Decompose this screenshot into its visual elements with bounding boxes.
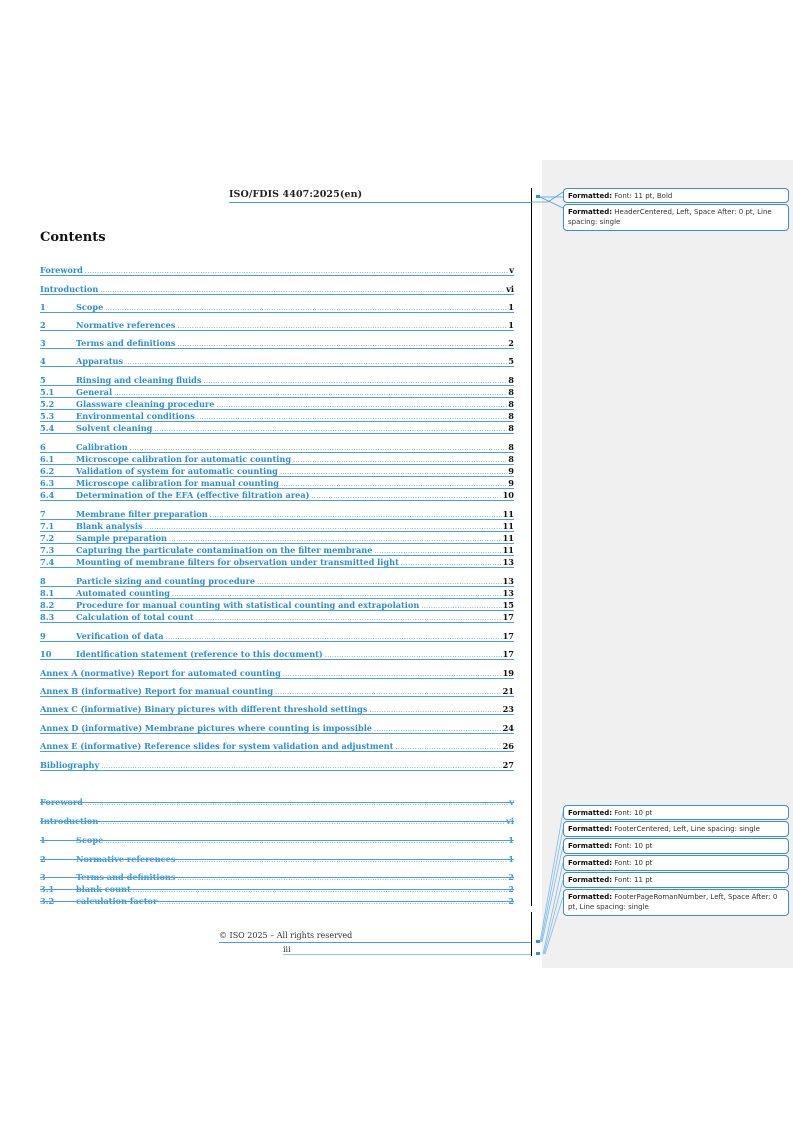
toc-entry-number: 3 [40, 872, 46, 882]
toc-entry-title[interactable]: Calculation of total count [76, 612, 194, 622]
toc-dot-leader [177, 857, 507, 864]
toc-entry-title[interactable]: Blank analysis [76, 521, 143, 531]
toc-entry-title[interactable]: Microscope calibration for manual counting [76, 478, 279, 488]
toc-entry[interactable] [40, 703, 514, 714]
toc-dot-leader [105, 305, 507, 312]
deleted-toc-entry[interactable] [40, 834, 514, 845]
toc-dot-leader [85, 800, 508, 807]
toc-entry-title[interactable]: Rinsing and cleaning fluids [76, 375, 202, 385]
toc-entry[interactable] [40, 508, 514, 519]
toc-entry[interactable] [40, 520, 514, 531]
toc-dot-leader [281, 481, 507, 488]
toc-entry-title[interactable]: Mounting of membrane filters for observation under transmitted light [76, 557, 399, 567]
toc-entry-page: 19 [502, 668, 514, 678]
toc-entry-title[interactable]: Foreword [40, 265, 83, 275]
toc-entry-page: 1 [508, 320, 514, 330]
formatting-balloon[interactable]: Formatted: Font: 11 pt [563, 872, 789, 888]
toc-entry-page: v [509, 265, 514, 275]
toc-entry-page: 15 [502, 600, 514, 610]
toc-dot-leader [257, 579, 501, 586]
toc-dot-leader [325, 652, 502, 659]
footer-copyright: © ISO 2025 – All rights reserved [219, 931, 353, 940]
toc-entry-page: 8 [508, 387, 514, 397]
toc-entry[interactable] [40, 374, 514, 385]
toc-entry-page: 11 [502, 533, 514, 543]
header-doc-id: ISO/FDIS 4407:2025(en) [229, 189, 363, 200]
toc-entry-number: 8 [40, 576, 46, 586]
toc-entry[interactable] [40, 599, 514, 610]
toc-entry[interactable] [40, 544, 514, 555]
toc-entry-page: 5 [508, 356, 514, 366]
toc-entry-number: 5.2 [40, 399, 55, 409]
toc-entry-number: 7.3 [40, 545, 55, 555]
toc-entry-title[interactable]: Validation of system for automatic counting [76, 466, 278, 476]
toc-entry-title[interactable]: Determination of the EFA (effective filtration area) [76, 490, 310, 500]
formatting-balloon[interactable]: Formatted: Font: 10 pt [563, 805, 789, 820]
toc-dot-leader [100, 819, 505, 826]
toc-entry-number: 7.2 [40, 533, 55, 543]
toc-entry-page: 11 [502, 521, 514, 531]
toc-entry-number: 3.1 [40, 884, 55, 894]
toc-entry-number: 1 [40, 835, 46, 845]
deleted-toc-entry[interactable] [40, 796, 514, 807]
toc-entry-number: 8.1 [40, 588, 55, 598]
toc-dot-leader [172, 591, 502, 598]
toc-entry-title[interactable]: Annex D (informative) Membrane pictures where counting is impossible [40, 723, 373, 733]
toc-dot-leader [293, 457, 507, 464]
toc-entry-title[interactable]: Environmental conditions [76, 411, 195, 421]
toc-entry-title[interactable]: Scope [76, 835, 104, 845]
toc-dot-leader [145, 524, 502, 531]
toc-entry-number: 7 [40, 509, 46, 519]
toc-entry-title[interactable]: Verification of data [76, 631, 164, 641]
toc-entry-page: 1 [508, 854, 514, 864]
toc-entry[interactable] [40, 740, 514, 751]
toc-entry-title[interactable]: Procedure for manual counting with statistical counting and extrapolation [76, 600, 420, 610]
toc-entry-page: 11 [502, 509, 514, 519]
toc-entry[interactable] [40, 685, 514, 696]
toc-entry-title[interactable]: Foreword [40, 797, 83, 807]
toc-entry-number: 5.1 [40, 387, 55, 397]
toc-dot-leader [166, 634, 502, 641]
toc-entry-page: 2 [508, 338, 514, 348]
contents-heading: Contents [40, 230, 106, 245]
toc-entry-title[interactable]: Scope [76, 302, 104, 312]
toc-entry-number: 2 [40, 320, 46, 330]
toc-entry-page: 13 [502, 557, 514, 567]
toc-entry-page: 9 [508, 466, 514, 476]
toc-dot-leader [275, 689, 501, 696]
toc-dot-leader [374, 548, 501, 555]
toc-entry-title[interactable]: General [76, 387, 113, 397]
toc-entry-page: v [509, 797, 514, 807]
formatting-balloon[interactable]: Formatted: HeaderCentered, Left, Space After: 0 pt, Line spacing: single [563, 204, 789, 231]
toc-entry-title[interactable]: Introduction [40, 284, 99, 294]
toc-entry[interactable] [40, 477, 514, 488]
toc-entry-title[interactable]: Terms and definitions [76, 338, 176, 348]
toc-entry[interactable] [40, 410, 514, 421]
toc-entry-number: 10 [40, 649, 52, 659]
toc-entry-title[interactable]: Microscope calibration for automatic counting [76, 454, 292, 464]
toc-dot-leader [154, 426, 507, 433]
toc-dot-leader [216, 402, 507, 409]
toc-entry[interactable] [40, 465, 514, 476]
toc-entry[interactable] [40, 441, 514, 452]
toc-entry-page: 8 [508, 411, 514, 421]
toc-entry[interactable] [40, 355, 514, 366]
toc-entry-title[interactable]: Bibliography [40, 760, 100, 770]
toc-entry[interactable] [40, 422, 514, 433]
toc-dot-leader [395, 744, 501, 751]
toc-entry-number: 7.4 [40, 557, 55, 567]
toc-dot-leader [210, 512, 502, 519]
toc-entry-page: vi [506, 816, 514, 826]
toc-entry-page: vi [506, 284, 514, 294]
toc-dot-leader [177, 323, 507, 330]
toc-dot-leader [100, 287, 505, 294]
deleted-toc-entry[interactable] [40, 853, 514, 864]
toc-entry-page: 8 [508, 399, 514, 409]
toc-dot-leader [105, 838, 507, 845]
change-bar-top [531, 188, 532, 906]
formatting-balloon[interactable]: Formatted: Font: 11 pt, Bold [563, 188, 789, 203]
toc-entry-title[interactable]: Introduction [40, 816, 99, 826]
toc-entry-page: 24 [502, 723, 514, 733]
toc-entry-page: 27 [502, 760, 514, 770]
toc-entry[interactable] [40, 575, 514, 586]
toc-entry-page: 17 [502, 612, 514, 622]
toc-entry-number: 6.2 [40, 466, 55, 476]
toc-entry-number: 6.1 [40, 454, 55, 464]
toc-entry[interactable] [40, 759, 514, 770]
deleted-toc-entry[interactable] [40, 815, 514, 826]
deleted-toc-entry[interactable] [40, 871, 514, 882]
toc-entry-page: 26 [502, 741, 514, 751]
toc-entry-number: 1 [40, 302, 46, 312]
deleted-toc-entry[interactable] [40, 883, 514, 894]
toc-entry[interactable] [40, 611, 514, 622]
toc-entry-page: 2 [508, 896, 514, 906]
toc-entry-number: 9 [40, 631, 46, 641]
toc-entry-page: 1 [508, 835, 514, 845]
toc-entry-page: 21 [502, 686, 514, 696]
toc-dot-leader [197, 414, 507, 421]
toc-entry-title[interactable]: Sample preparation [76, 533, 167, 543]
toc-entry[interactable] [40, 556, 514, 567]
toc-entry-title[interactable]: Annex E (informative) Reference slides for system validation and adjustment [40, 741, 394, 751]
toc-dot-leader [312, 493, 502, 500]
toc-entry-page: 23 [502, 704, 514, 714]
toc-entry-number: 5.3 [40, 411, 55, 421]
toc-entry-title[interactable]: Normative references [76, 854, 176, 864]
toc-entry-number: 6.4 [40, 490, 55, 500]
revision-anchor-icon [536, 940, 540, 943]
toc-dot-leader [169, 536, 502, 543]
toc-entry-title[interactable]: Annex A (normative) Report for automated counting [40, 668, 281, 678]
toc-entry-number: 3.2 [40, 896, 55, 906]
toc-dot-leader [204, 378, 508, 385]
toc-entry[interactable] [40, 532, 514, 543]
toc-entry-page: 8 [508, 423, 514, 433]
footer-revision-line [219, 942, 531, 943]
toc-dot-leader [159, 899, 507, 906]
toc-dot-leader [114, 390, 507, 397]
change-bar-bottom [531, 912, 532, 956]
toc-dot-leader [178, 875, 508, 882]
toc-entry-number: 5 [40, 375, 46, 385]
toc-entry[interactable] [40, 630, 514, 641]
toc-entry-page: 13 [502, 588, 514, 598]
toc-entry-number: 8.2 [40, 600, 55, 610]
header-revision-line [229, 202, 531, 203]
toc-entry-page: 8 [508, 442, 514, 452]
toc-entry-page: 10 [502, 490, 514, 500]
toc-entry-page: 2 [508, 872, 514, 882]
revision-anchor-icon [536, 195, 540, 198]
toc-entry-number: 6 [40, 442, 46, 452]
formatting-balloon[interactable]: Formatted: FooterPageRomanNumber, Left, Space After: 0 pt, Line spacing: single [563, 889, 789, 916]
formatting-balloon[interactable]: Formatted: Font: 10 pt [563, 855, 789, 871]
toc-entry-page: 17 [502, 649, 514, 659]
toc-entry-title[interactable]: Normative references [76, 320, 176, 330]
toc-dot-leader [130, 445, 508, 452]
toc-entry-page: 9 [508, 478, 514, 488]
toc-entry-page: 11 [502, 545, 514, 555]
revision-anchor-icon [536, 952, 540, 955]
toc-dot-leader [283, 671, 502, 678]
toc-entry[interactable] [40, 319, 514, 330]
formatting-balloon[interactable]: Formatted: FooterCentered, Left, Line spacing: single [563, 821, 789, 837]
toc-entry-title[interactable]: Annex C (informative) Binary pictures with different threshold settings [40, 704, 368, 714]
toc-entry[interactable] [40, 722, 514, 733]
toc-entry-number: 5.4 [40, 423, 55, 433]
toc-dot-leader [280, 469, 507, 476]
toc-dot-leader [369, 707, 501, 714]
toc-entry-number: 4 [40, 356, 46, 366]
toc-entry[interactable] [40, 283, 514, 294]
footer-revision-line [283, 954, 531, 955]
toc-entry-number: 7.1 [40, 521, 55, 531]
toc-entry-title[interactable]: calculation factor [76, 896, 158, 906]
toc-entry-title[interactable]: Automated counting [76, 588, 171, 598]
toc-entry-title[interactable]: Particle sizing and counting procedure [76, 576, 256, 586]
toc-dot-leader [401, 560, 502, 567]
toc-entry[interactable] [40, 398, 514, 409]
toc-entry[interactable] [40, 587, 514, 598]
toc-entry-page: 1 [508, 302, 514, 312]
toc-entry-title[interactable]: Apparatus [76, 356, 124, 366]
toc-entry-page: 2 [508, 884, 514, 894]
toc-entry-title[interactable]: Glassware cleaning procedure [76, 399, 215, 409]
toc-entry-title[interactable]: Terms and definitions [76, 872, 176, 882]
toc-dot-leader [85, 268, 508, 275]
toc-dot-leader [101, 763, 501, 770]
toc-entry[interactable] [40, 301, 514, 312]
toc-entry[interactable] [40, 453, 514, 464]
toc-entry[interactable] [40, 489, 514, 500]
toc-dot-leader [133, 887, 508, 894]
toc-entry-page: 8 [508, 375, 514, 385]
toc-entry-number: 8.3 [40, 612, 55, 622]
toc-entry-title[interactable]: Identification statement (reference to this document) [76, 649, 323, 659]
toc-entry[interactable] [40, 337, 514, 348]
toc-entry[interactable] [40, 386, 514, 397]
toc-entry-title[interactable]: Calibration [76, 442, 128, 452]
toc-entry[interactable] [40, 667, 514, 678]
toc-entry-page: 8 [508, 454, 514, 464]
toc-entry-number: 2 [40, 854, 46, 864]
deleted-toc-entry[interactable] [40, 895, 514, 906]
footer-page-number: iii [283, 945, 291, 954]
toc-dot-leader [374, 726, 502, 733]
toc-entry-number: 3 [40, 338, 46, 348]
toc-dot-leader [125, 359, 507, 366]
toc-dot-leader [196, 615, 502, 622]
toc-entry-title[interactable]: Membrane filter preparation [76, 509, 208, 519]
toc-entry-title[interactable]: Capturing the particulate contamination on the filter membrane [76, 545, 373, 555]
toc-entry[interactable] [40, 648, 514, 659]
toc-entry-page: 17 [502, 631, 514, 641]
toc-entry-title[interactable]: Solvent cleaning [76, 423, 153, 433]
toc-entry[interactable] [40, 264, 514, 275]
formatting-balloon[interactable]: Formatted: Font: 10 pt [563, 838, 789, 854]
toc-entry-title[interactable]: blank count [76, 884, 131, 894]
toc-dot-leader [178, 341, 508, 348]
toc-entry-page: 13 [502, 576, 514, 586]
toc-dot-leader [421, 603, 501, 610]
toc-entry-title[interactable]: Annex B (informative) Report for manual counting [40, 686, 274, 696]
toc-entry-number: 6.3 [40, 478, 55, 488]
